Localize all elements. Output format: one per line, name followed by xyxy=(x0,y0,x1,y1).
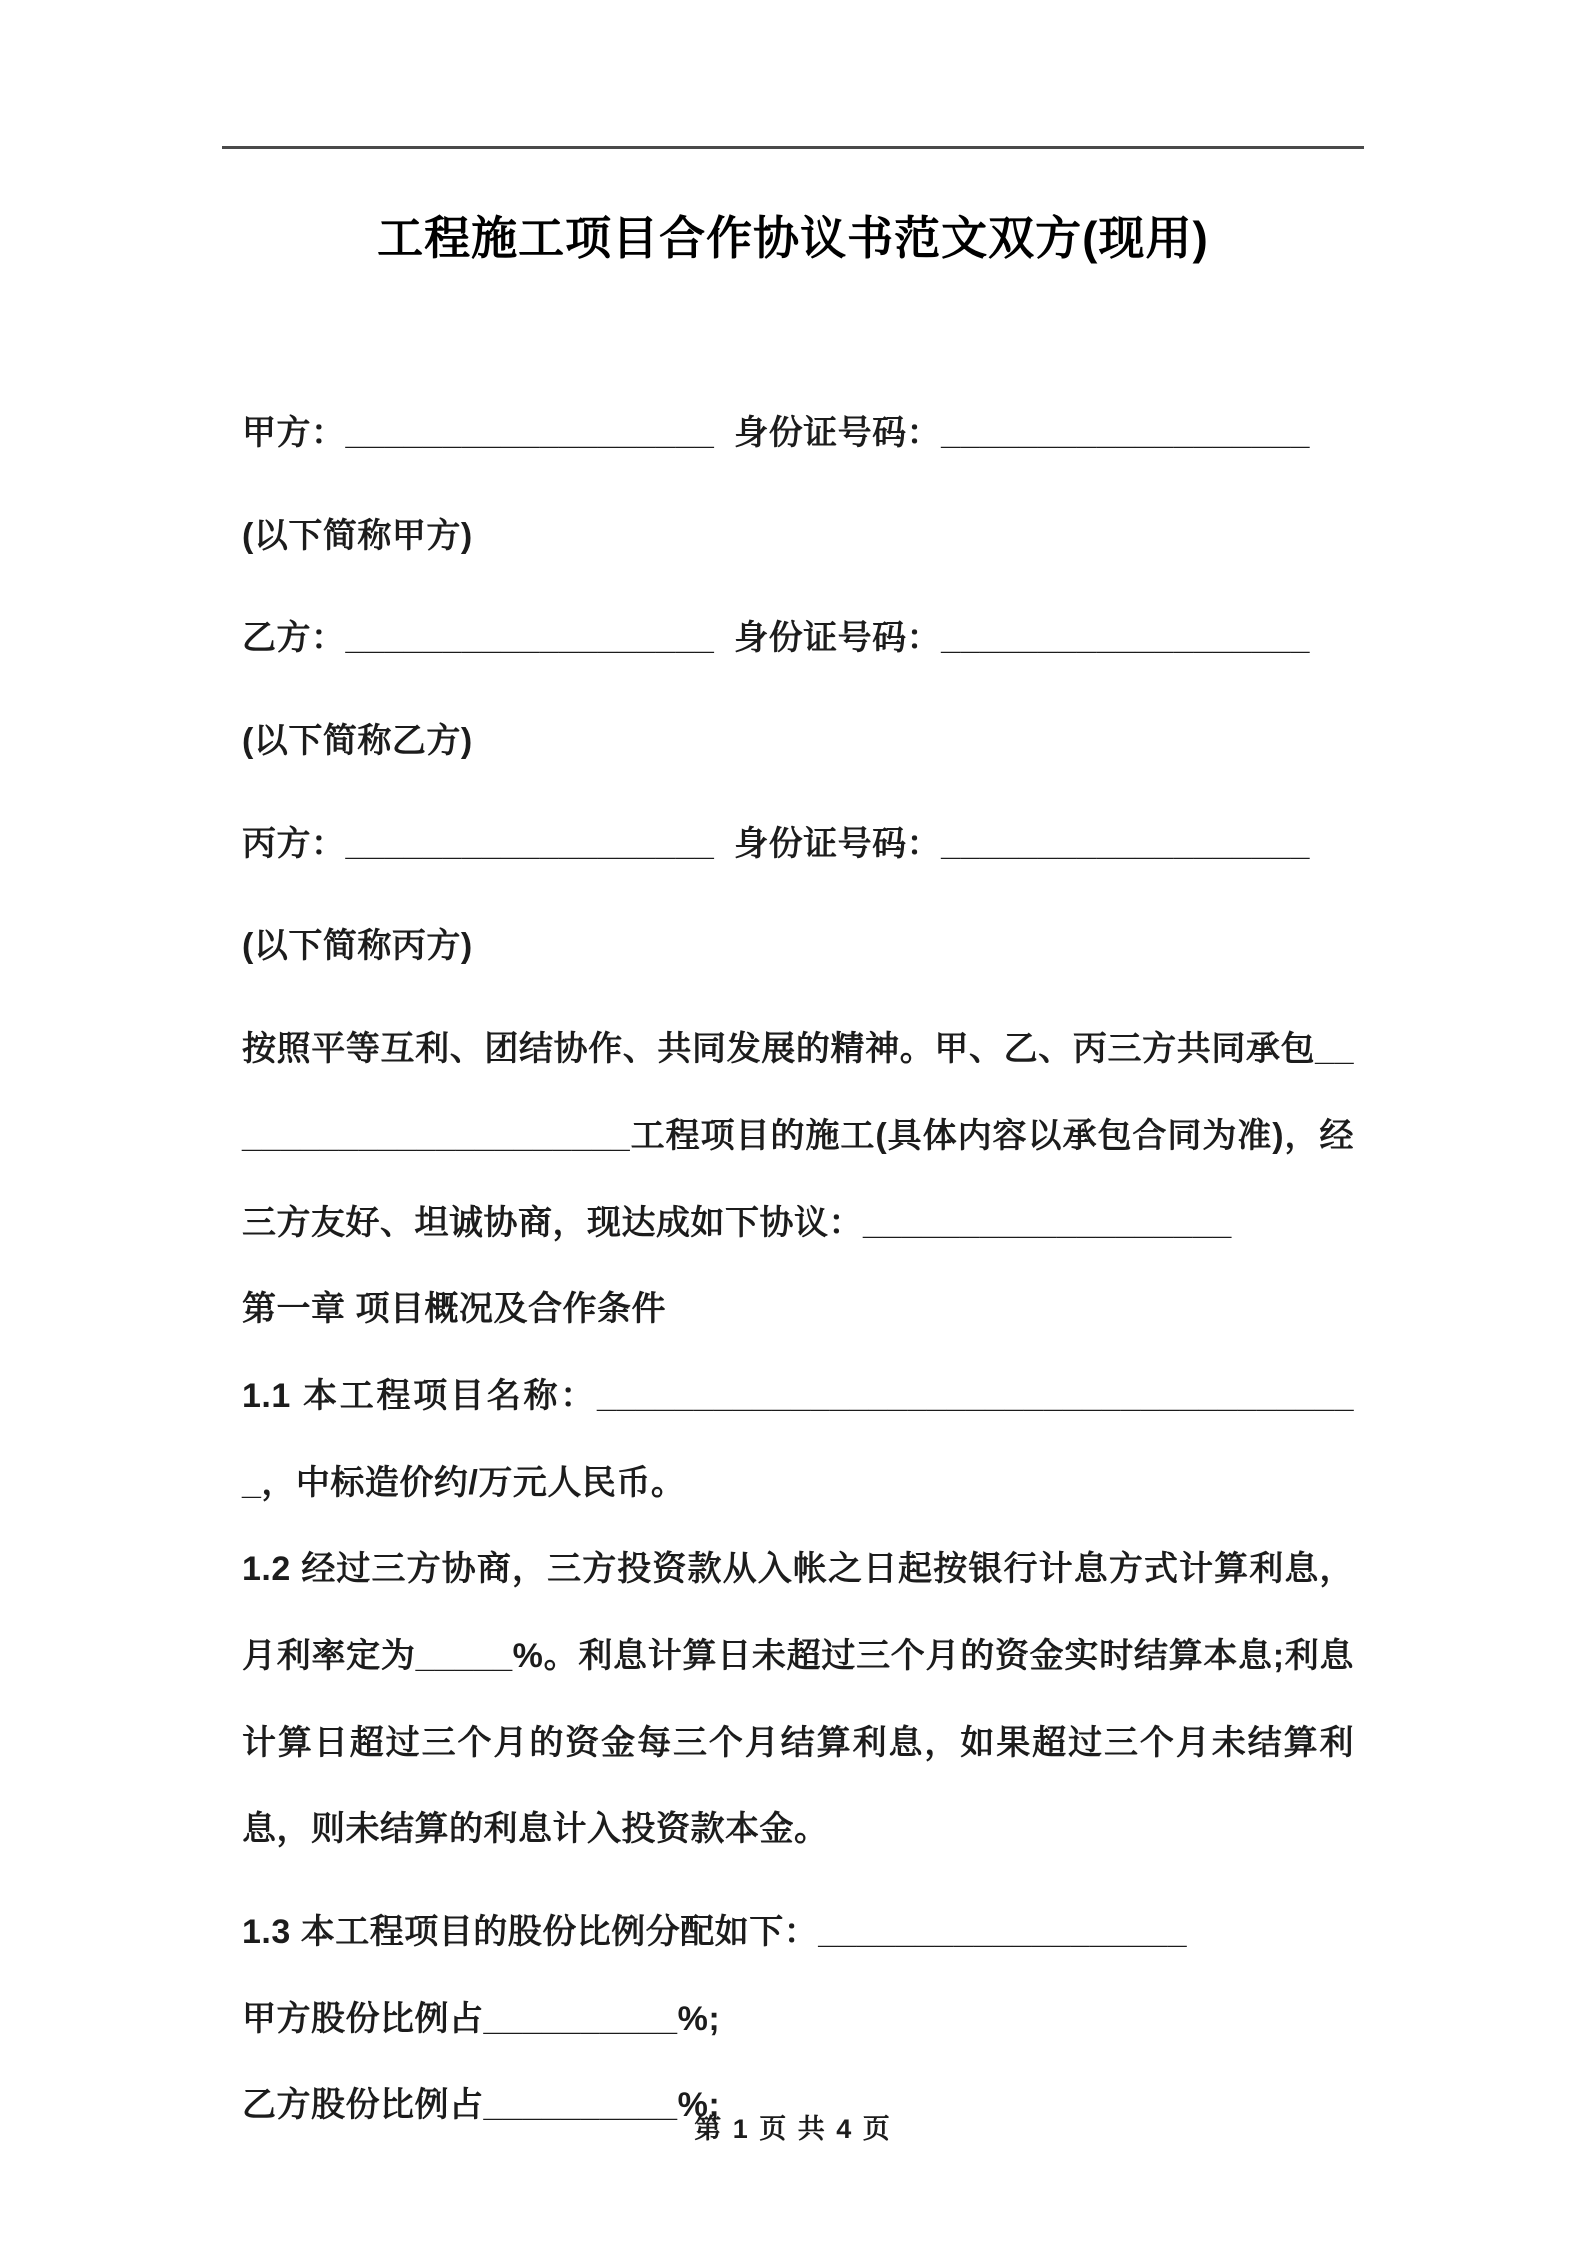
chapter-heading: 第一章 项目概况及合作条件 xyxy=(242,1290,666,1329)
page-title: 工程施工项目合作协议书范文双方(现用) xyxy=(377,212,1209,264)
header-divider xyxy=(222,146,1364,149)
paragraph-1-2: 1.2 经过三方协商，三方投资款从入帐之日起按银行计息方式计算利息，月利率定为_____%。利息计算日未超过三个月的资金实时结算本息;利息计算日超过三个月的资金每三个月结算利息，如果超过三个月未结算利息，则未结算的利息计入投资款本金。 xyxy=(242,1550,1354,1849)
paragraph-party-c: 丙方：___________________ 身份证号码：___________________ xyxy=(242,824,1310,863)
paragraph-party-b-alias: (以下简称乙方) xyxy=(242,722,473,761)
paragraph-share-b: 乙方股份比例占__________%; xyxy=(242,2086,721,2125)
paragraph-party-a-alias: (以下简称甲方) xyxy=(242,516,473,555)
document-body xyxy=(242,390,1354,2149)
page-number-footer: 第 1 页 共 4 页 xyxy=(694,2114,892,2144)
paragraph-party-a: 甲方：___________________ 身份证号码：___________________ xyxy=(242,414,1310,452)
paragraph-preamble: 按照平等互利、团结协作、共同发展的精神。甲、乙、丙三方共同承包______________________工程项目的施工(具体内容以承包合同为准)，经三方友好、坦诚协商，现达成如下协议：___________________ xyxy=(242,1030,1354,1242)
paragraph-party-b: 乙方：___________________ 身份证号码：___________________ xyxy=(242,619,1310,658)
paragraph-1-3: 1.3 本工程项目的股份比例分配如下：___________________ xyxy=(242,1913,1187,1951)
paragraph-1-1: 1.1 本工程项目名称：________________________________________，中标造价约/万元人民币。 xyxy=(242,1376,1354,1502)
paragraph-share-a: 甲方股份比例占__________%; xyxy=(242,1999,721,2038)
paragraph-party-c-alias: (以下简称丙方) xyxy=(242,927,473,966)
